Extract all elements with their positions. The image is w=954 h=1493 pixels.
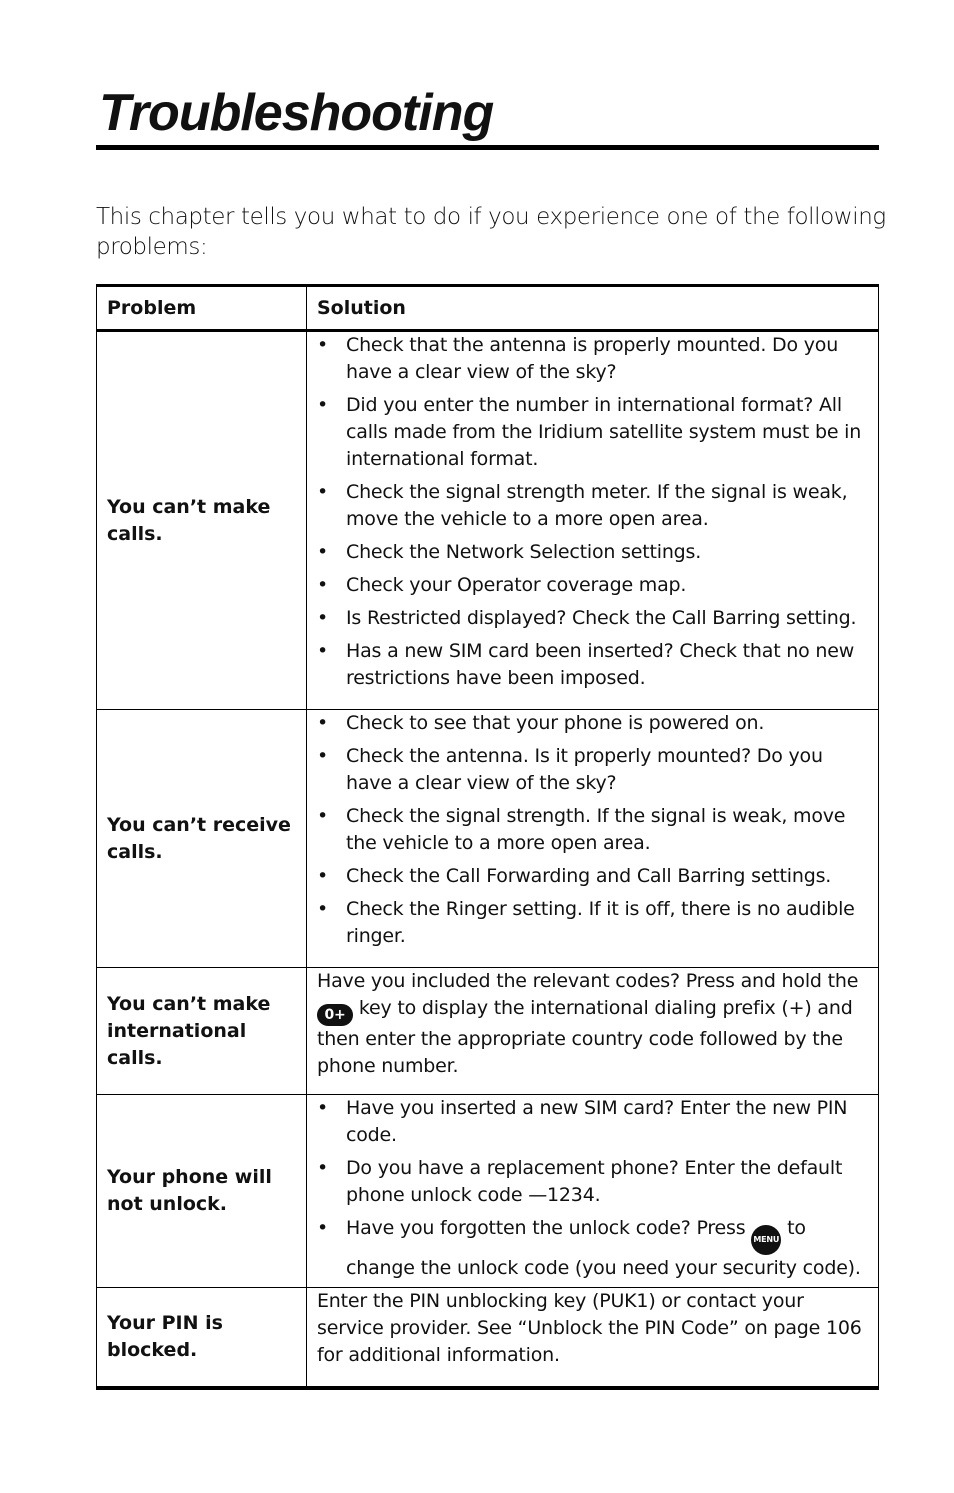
solution-list xyxy=(317,332,868,692)
problem-cell: Your phone will not unlock. xyxy=(97,1095,307,1288)
problem-cell: You can’t make international calls. xyxy=(97,968,307,1095)
troubleshooting-table xyxy=(96,284,879,1390)
problem-cell: You can’t make calls. xyxy=(97,331,307,710)
list-item: • Check that the antenna is properly mounted. Do you have a clear view of the sky? xyxy=(317,332,868,386)
title-rule xyxy=(96,145,879,150)
list-item: • Is Restricted displayed? Check the Call Barring setting. xyxy=(317,605,868,632)
list-item: • Check the signal strength meter. If the signal is weak, move the vehicle to a more open area. xyxy=(317,479,868,533)
list-item: • Check the antenna. Is it properly mounted? Do you have a clear view of the sky? xyxy=(317,743,868,797)
page-title: Troubleshooting xyxy=(99,84,494,142)
list-item: • Have you inserted a new SIM card? Enter the new PIN code. xyxy=(317,1095,868,1149)
list-item-text-before: Have you forgotten the unlock code? Press xyxy=(346,1217,752,1239)
problem-cell: Your PIN is blocked. xyxy=(97,1288,307,1388)
solution-cell xyxy=(307,331,879,710)
solution-list xyxy=(317,710,868,950)
header-solution: Solution xyxy=(307,286,879,331)
table-row xyxy=(97,710,879,968)
solution-cell xyxy=(307,1288,879,1388)
list-item: • Check to see that your phone is powered on. xyxy=(317,710,868,737)
list-item xyxy=(317,1215,868,1282)
menu-key-icon: MENU xyxy=(751,1225,781,1255)
table-header-row xyxy=(97,286,879,331)
zero-plus-key-icon: 0+ xyxy=(317,1004,353,1026)
solution-text: Enter the PIN unblocking key (PUK1) or contact your service provider. See “Unblock the PIN Code” on page 106 for additional information. xyxy=(317,1290,862,1366)
solution-text-before: Have you included the relevant codes? Press and hold the xyxy=(317,970,859,992)
list-item: • Check the Network Selection settings. xyxy=(317,539,868,566)
table-row xyxy=(97,1095,879,1288)
list-item: • Did you enter the number in international format? All calls made from the Iridium satellite system must be in international format. xyxy=(317,392,868,473)
list-item: • Do you have a replacement phone? Enter the default phone unlock code —1234. xyxy=(317,1155,868,1209)
problem-cell: You can’t receive calls. xyxy=(97,710,307,968)
table-row xyxy=(97,1288,879,1388)
header-problem: Problem xyxy=(97,286,307,331)
solution-list xyxy=(317,1095,868,1282)
table-row xyxy=(97,968,879,1095)
list-item: • Check the Call Forwarding and Call Barring settings. xyxy=(317,863,868,890)
solution-cell xyxy=(307,1095,879,1288)
list-item: • Check your Operator coverage map. xyxy=(317,572,868,599)
solution-text-after: key to display the international dialing prefix (+) and then enter the appropriate country code followed by the phone number. xyxy=(317,997,853,1077)
table-row xyxy=(97,331,879,710)
list-item-text-after: to change the unlock code (you need your security code). xyxy=(346,1217,861,1279)
list-item: • Check the signal strength. If the signal is weak, move the vehicle to a more open area. xyxy=(317,803,868,857)
solution-text xyxy=(317,968,868,1080)
list-item: • Check the Ringer setting. If it is off, there is no audible ringer. xyxy=(317,896,868,950)
intro-paragraph: This chapter tells you what to do if you experience one of the following problems: xyxy=(96,204,886,260)
solution-cell xyxy=(307,968,879,1095)
solution-cell xyxy=(307,710,879,968)
list-item: • Has a new SIM card been inserted? Check that no new restrictions have been imposed. xyxy=(317,638,868,692)
